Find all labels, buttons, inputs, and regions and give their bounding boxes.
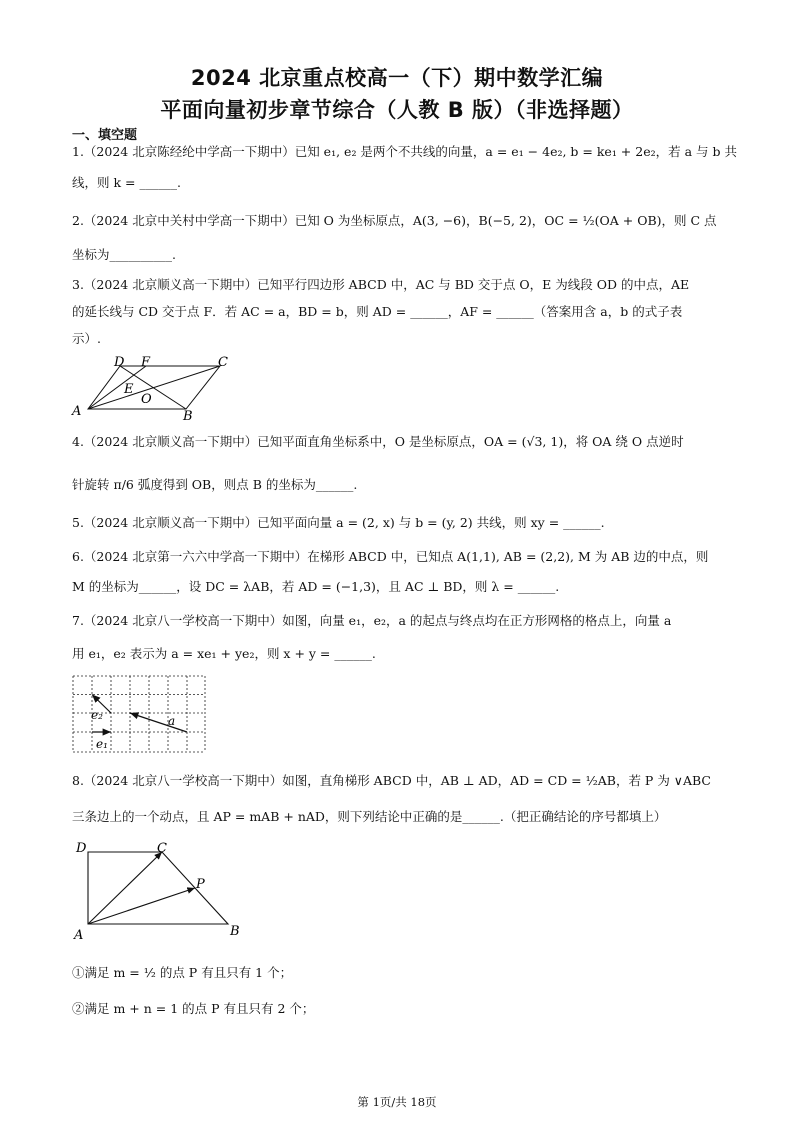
q8-line2: 三条边上的一个动点，且 AP = mAB + nAD，则下列结论中正确的是______.（把正确结论的序号都填上）: [72, 809, 667, 824]
q4-line1: 4.（2024 北京顺义高一下期中）已知平面直角坐标系中，O 是坐标原点，OA = (√3, 1)，将 OA 绕 O 点逆时: [72, 434, 684, 449]
page-footer: 第 1页/共 18页: [357, 1095, 437, 1109]
label-p: P: [196, 877, 205, 892]
q7-line2: 用 e₁，e₂ 表示为 a = xe₁ + ye₂，则 x + y = ______.: [72, 646, 376, 661]
section-heading: 一、填空题: [72, 128, 138, 143]
q3-line2: 的延长线与 CD 交于点 F．若 AC = a，BD = b，则 AD = ______，AF = ______（答案用含 a，b 的式子表: [72, 304, 683, 319]
q8-option-2: ②满足 m + n = 1 的点 P 有且只有 2 个；: [72, 1001, 315, 1016]
label-o: O: [141, 392, 152, 407]
label-a-vec: a: [168, 714, 176, 728]
q4-line2: 针旋转 π/6 弧度得到 OB，则点 B 的坐标为______.: [72, 477, 358, 492]
label-e: E: [124, 382, 134, 397]
vector-a: [130, 713, 187, 732]
label-b: B: [183, 409, 193, 424]
label-f: F: [141, 355, 151, 370]
label-b: B: [230, 924, 240, 939]
q6-line1: 6.（2024 北京第一六六中学高一下期中）在梯形 ABCD 中，已知点 A(1,1), AB = (2,2), M 为 AB 边的中点，则: [72, 549, 709, 564]
label-e1: e₁: [96, 737, 108, 751]
trapezoid-figure: [72, 838, 252, 944]
segment-af: [88, 366, 146, 409]
q3-line1: 3.（2024 北京顺义高一下期中）已知平行四边形 ABCD 中，AC 与 BD 交于点 O，E 为线段 OD 的中点，AE: [72, 277, 690, 292]
vector-ac: [88, 852, 162, 924]
label-c: C: [157, 841, 167, 856]
vector-ap: [88, 888, 195, 924]
grid-figure: [72, 675, 208, 755]
q1-line1: 1.（2024 北京陈经纶中学高一下期中）已知 e₁, e₂ 是两个不共线的向量，a = e₁ − 4e₂, b = ke₁ + 2e₂，若 a 与 b 共: [72, 144, 737, 159]
q1-line2: 线，则 k = ______.: [72, 175, 181, 190]
q8-line1: 8.（2024 北京八一学校高一下期中）如图，直角梯形 ABCD 中，AB ⊥ AD，AD = CD = ½AB，若 P 为 ∨ABC: [72, 773, 711, 788]
q2-line1: 2.（2024 北京中关村中学高一下期中）已知 O 为坐标原点，A(3, −6)，B(−5, 2)，OC = ½(OA + OB)，则 C 点: [72, 213, 717, 228]
label-a: A: [72, 404, 82, 419]
parallelogram-figure: [68, 352, 238, 424]
diagonal-ac: [88, 366, 220, 409]
label-d: D: [114, 355, 125, 370]
q8-option-1: ①满足 m = ½ 的点 P 有且只有 1 个；: [72, 965, 293, 980]
q3-line3: 示）.: [72, 331, 101, 346]
doc-title-line2: 平面向量初步章节综合（人教 B 版）（非选择题）: [160, 98, 634, 122]
q6-line2: M 的坐标为______，设 DC = λAB，若 AD = (−1,3)，且 AC ⊥ BD，则 λ = ______.: [72, 579, 560, 594]
label-d: D: [76, 841, 87, 856]
q2-line2: 坐标为__________.: [72, 247, 176, 262]
label-c: C: [218, 355, 228, 370]
q5-line1: 5.（2024 北京顺义高一下期中）已知平面向量 a = (2, x) 与 b = (y, 2) 共线，则 xy = ______.: [72, 515, 605, 530]
trapezoid-abcd: [88, 852, 228, 924]
label-e2: e₂: [91, 708, 103, 722]
label-a: A: [74, 928, 84, 943]
doc-title-line1: 2024 北京重点校高一（下）期中数学汇编: [190, 66, 604, 90]
q7-line1: 7.（2024 北京八一学校高一下期中）如图，向量 e₁，e₂，a 的起点与终点均在正方形网格的格点上，向量 a: [72, 613, 672, 628]
